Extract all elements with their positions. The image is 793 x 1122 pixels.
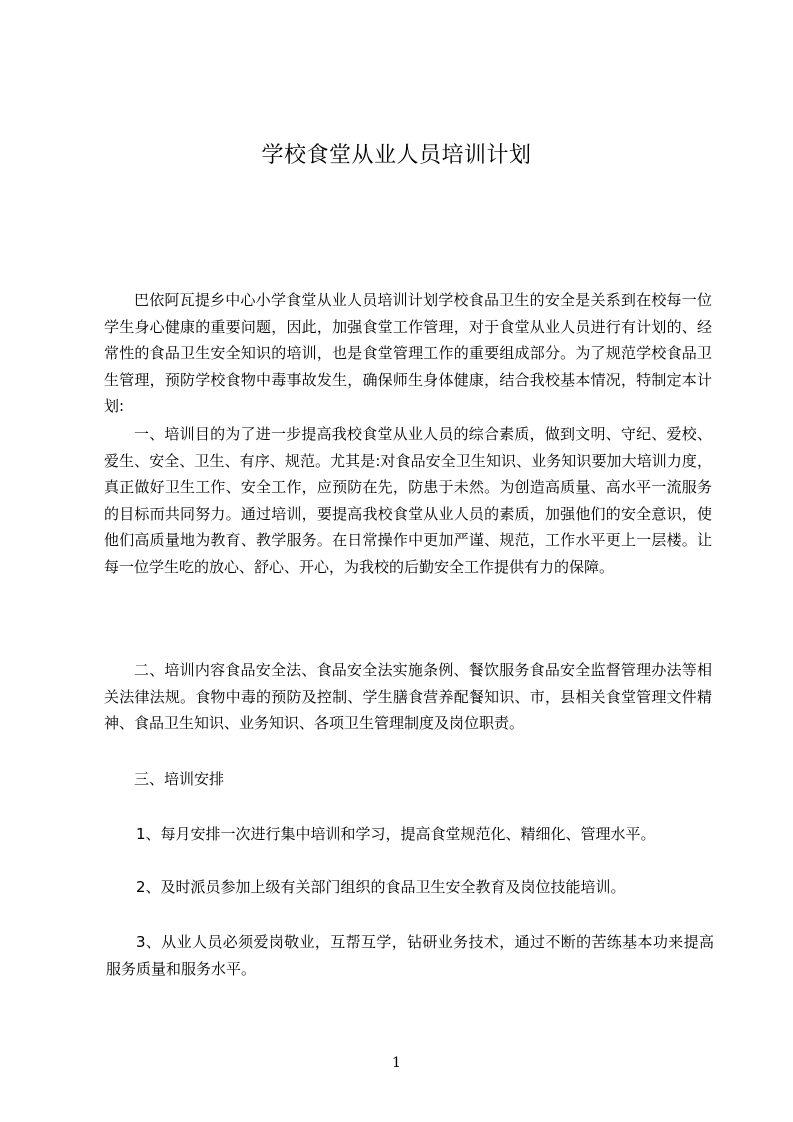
paragraph-training-content: 二、培训内容食品安全法、食品安全法实施条例、餐饮服务食品安全监督管理办法等相关法律法规。食物中毒的预防及控制、学生膳食营养配餐知识、市，县相关食堂管理文件精神、食品卫生知识、业务知识、各项卫生管理制度及岗位职责。 [104, 661, 712, 732]
paragraph-training-purpose: 一、培训目的为了进一步提高我校食堂从业人员的综合素质，做到文明、守纪、爱校、爱生、安全、卫生、有序、规范。尤其是:对食品安全卫生知识、业务知识要加大培训力度，真正做好卫生工作、安全工作，应预防在先，防患于未然。为创造高质量、高水平一流服务的目标而共同努力。通过培训，要提高我校食堂从业人员的素质，加强他们的安全意识，使他们高质量地为教育、教学服务。在日常操作中更加严谨、规范，工作水平更上一层楼。让每一位学生吃的放心、舒心、开心，为我校的后勤安全工作提供有力的保障。 [104, 425, 712, 576]
paragraph-arrangement-item-2: 2、及时派员参加上级有关部门组织的食品卫生安全教育及岗位技能培训。 [136, 878, 626, 896]
paragraph-intro: 巴依阿瓦提乡中心小学食堂从业人员培训计划学校食品卫生的安全是关系到在校每一位学生身心健康的重要问题，因此，加强食堂工作管理，对于食堂从业人员进行有计划的、经常性的食品卫生安全知识的培训，也是食堂管理工作的重要组成部分。为了规范学校食品卫生管理，预防学校食物中毒事故发生，确保师生身体健康，结合我校基本情况，特制定本计划: [104, 291, 712, 415]
document-title: 学校食堂从业人员培训计划 [261, 143, 532, 168]
paragraph-training-arrangement-heading: 三、培训安排 [134, 770, 225, 788]
page-number: 1 [392, 1055, 401, 1071]
paragraph-arrangement-item-1: 1、每月安排一次进行集中培训和学习，提高食堂规范化、精细化、管理水平。 [136, 825, 656, 843]
paragraph-arrangement-item-3: 3、从业人员必须爱岗敬业，互帮互学，钻研业务技术，通过不断的苦练基本功来提高服务质量和服务水平。 [106, 933, 714, 978]
